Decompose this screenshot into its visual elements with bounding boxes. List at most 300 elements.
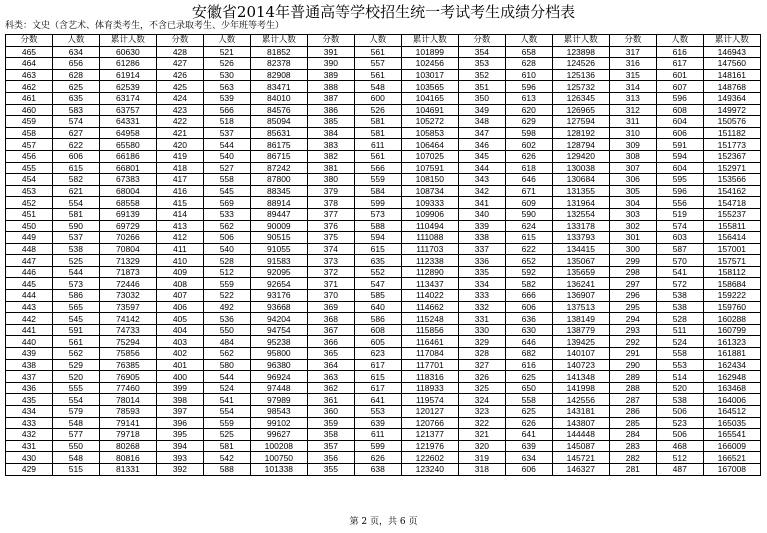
count-cell: 608 <box>656 104 703 116</box>
count-cell: 618 <box>505 162 552 174</box>
score-cell: 367 <box>307 324 354 336</box>
score-cell: 432 <box>6 429 53 441</box>
cumulative-cell: 138779 <box>552 324 609 336</box>
count-cell: 515 <box>52 463 99 475</box>
cumulative-cell: 129420 <box>552 150 609 162</box>
cumulative-cell: 151773 <box>703 139 760 151</box>
count-cell: 514 <box>656 371 703 383</box>
score-cell: 357 <box>307 440 354 452</box>
cumulative-cell: 67383 <box>99 174 156 186</box>
cumulative-cell: 164512 <box>703 406 760 418</box>
count-cell: 639 <box>505 440 552 452</box>
score-cell: 368 <box>307 313 354 325</box>
count-cell: 581 <box>354 116 401 128</box>
cumulative-cell: 159222 <box>703 290 760 302</box>
cumulative-cell: 134415 <box>552 243 609 255</box>
score-cell: 299 <box>609 255 656 267</box>
score-cell: 319 <box>458 452 505 464</box>
count-cell: 544 <box>203 371 250 383</box>
cumulative-cell: 128192 <box>552 127 609 139</box>
score-cell: 305 <box>609 185 656 197</box>
count-cell: 641 <box>354 394 401 406</box>
score-header: 分数 <box>156 35 203 47</box>
score-cell: 372 <box>307 266 354 278</box>
count-cell: 526 <box>203 58 250 70</box>
count-cell: 525 <box>52 255 99 267</box>
cumulative-cell: 115856 <box>401 324 458 336</box>
score-cell: 315 <box>609 69 656 81</box>
count-cell: 617 <box>354 382 401 394</box>
score-cell: 335 <box>458 266 505 278</box>
cumulative-cell: 95238 <box>250 336 307 348</box>
score-cell: 411 <box>156 243 203 255</box>
count-cell: 658 <box>505 46 552 58</box>
table-row <box>6 243 761 255</box>
score-cell: 310 <box>609 127 656 139</box>
score-cell: 385 <box>307 116 354 128</box>
cumulative-cell: 94204 <box>250 313 307 325</box>
cumulative-cell: 105853 <box>401 127 458 139</box>
score-cell: 292 <box>609 336 656 348</box>
cumulative-cell: 111088 <box>401 232 458 244</box>
count-cell: 554 <box>52 197 99 209</box>
cumulative-cell: 97448 <box>250 382 307 394</box>
count-cell: 506 <box>656 406 703 418</box>
score-cell: 421 <box>156 127 203 139</box>
cumulative-cell: 75294 <box>99 336 156 348</box>
cumulative-cell: 122602 <box>401 452 458 464</box>
cumulative-cell: 161323 <box>703 336 760 348</box>
cumulative-cell: 85094 <box>250 116 307 128</box>
count-cell: 624 <box>505 220 552 232</box>
count-cell: 574 <box>52 116 99 128</box>
score-cell: 374 <box>307 243 354 255</box>
count-cell: 541 <box>656 266 703 278</box>
cumulative-cell: 113437 <box>401 278 458 290</box>
cumulative-cell: 145087 <box>552 440 609 452</box>
score-cell: 439 <box>6 348 53 360</box>
score-cell: 459 <box>6 116 53 128</box>
cumulative-cell: 64958 <box>99 127 156 139</box>
cumulative-cell: 125136 <box>552 69 609 81</box>
table-row <box>6 116 761 128</box>
count-cell: 561 <box>354 69 401 81</box>
count-cell: 537 <box>52 232 99 244</box>
cumulative-cell: 146943 <box>703 46 760 58</box>
count-cell: 550 <box>52 440 99 452</box>
count-cell: 561 <box>354 150 401 162</box>
count-header: 人数 <box>505 35 552 47</box>
score-cell: 392 <box>156 463 203 475</box>
cumulative-cell: 116461 <box>401 336 458 348</box>
score-cell: 457 <box>6 139 53 151</box>
score-cell: 283 <box>609 440 656 452</box>
score-cell: 286 <box>609 406 656 418</box>
cumulative-cell: 145721 <box>552 452 609 464</box>
cumulative-cell: 123240 <box>401 463 458 475</box>
score-cell: 415 <box>156 197 203 209</box>
count-cell: 583 <box>52 104 99 116</box>
score-cell: 341 <box>458 197 505 209</box>
count-cell: 506 <box>203 232 250 244</box>
score-cell: 433 <box>6 417 53 429</box>
cumulative-cell: 111703 <box>401 243 458 255</box>
count-cell: 634 <box>505 452 552 464</box>
count-header: 人数 <box>656 35 703 47</box>
score-cell: 422 <box>156 116 203 128</box>
score-cell: 425 <box>156 81 203 93</box>
cumulative-cell: 88914 <box>250 197 307 209</box>
count-header: 人数 <box>354 35 401 47</box>
cumulative-cell: 83471 <box>250 81 307 93</box>
score-cell: 331 <box>458 313 505 325</box>
count-cell: 596 <box>505 81 552 93</box>
cumulative-cell: 152367 <box>703 150 760 162</box>
cumulative-cell: 103565 <box>401 81 458 93</box>
score-cell: 417 <box>156 174 203 186</box>
score-cell: 458 <box>6 127 53 139</box>
cumulative-cell: 80268 <box>99 440 156 452</box>
cumulative-cell: 76385 <box>99 359 156 371</box>
score-cell: 376 <box>307 220 354 232</box>
cumulative-cell: 62539 <box>99 81 156 93</box>
table-row <box>6 208 761 220</box>
score-cell: 306 <box>609 174 656 186</box>
cumulative-cell: 151182 <box>703 127 760 139</box>
cumulative-cell: 81331 <box>99 463 156 475</box>
score-cell: 352 <box>458 69 505 81</box>
count-cell: 556 <box>656 197 703 209</box>
score-cell: 462 <box>6 81 53 93</box>
count-cell: 628 <box>505 58 552 70</box>
count-cell: 606 <box>505 463 552 475</box>
score-cell: 290 <box>609 359 656 371</box>
cumulative-cell: 149972 <box>703 104 760 116</box>
score-cell: 377 <box>307 208 354 220</box>
score-cell: 438 <box>6 359 53 371</box>
cumulative-cell: 115248 <box>401 313 458 325</box>
count-cell: 541 <box>203 394 250 406</box>
count-cell: 635 <box>354 255 401 267</box>
count-cell: 584 <box>354 185 401 197</box>
score-cell: 443 <box>6 301 53 313</box>
count-cell: 545 <box>52 313 99 325</box>
score-cell: 441 <box>6 324 53 336</box>
count-cell: 558 <box>203 174 250 186</box>
count-cell: 613 <box>505 92 552 104</box>
score-cell: 403 <box>156 336 203 348</box>
score-cell: 328 <box>458 348 505 360</box>
cumulative-cell: 120766 <box>401 417 458 429</box>
cumulative-cell: 109333 <box>401 197 458 209</box>
cumulative-cell: 103017 <box>401 69 458 81</box>
score-cell: 388 <box>307 81 354 93</box>
count-cell: 566 <box>354 162 401 174</box>
cumulative-cell: 78014 <box>99 394 156 406</box>
count-cell: 540 <box>203 150 250 162</box>
cumulative-cell: 107025 <box>401 150 458 162</box>
score-cell: 440 <box>6 336 53 348</box>
cumulative-cell: 87242 <box>250 162 307 174</box>
cumulative-cell: 166009 <box>703 440 760 452</box>
count-cell: 634 <box>52 46 99 58</box>
count-cell: 569 <box>203 197 250 209</box>
table-row <box>6 336 761 348</box>
cumulative-cell: 99102 <box>250 417 307 429</box>
score-cell: 373 <box>307 255 354 267</box>
score-cell: 397 <box>156 406 203 418</box>
cumulative-cell: 119574 <box>401 394 458 406</box>
cumulative-cell: 150576 <box>703 116 760 128</box>
cumulative-header: 累计人数 <box>99 35 156 47</box>
cumulative-cell: 69139 <box>99 208 156 220</box>
cumulative-cell: 149364 <box>703 92 760 104</box>
score-cell: 316 <box>609 58 656 70</box>
cumulative-cell: 127594 <box>552 116 609 128</box>
cumulative-cell: 161881 <box>703 348 760 360</box>
score-cell: 380 <box>307 174 354 186</box>
score-header: 分数 <box>458 35 505 47</box>
cumulative-cell: 84010 <box>250 92 307 104</box>
cumulative-cell: 120127 <box>401 406 458 418</box>
score-cell: 348 <box>458 116 505 128</box>
table-row <box>6 266 761 278</box>
score-cell: 307 <box>609 162 656 174</box>
table-row <box>6 69 761 81</box>
cumulative-cell: 126345 <box>552 92 609 104</box>
score-cell: 396 <box>156 417 203 429</box>
count-cell: 557 <box>354 58 401 70</box>
score-cell: 423 <box>156 104 203 116</box>
score-cell: 464 <box>6 58 53 70</box>
count-cell: 682 <box>505 348 552 360</box>
score-cell: 350 <box>458 92 505 104</box>
table-row <box>6 290 761 302</box>
count-cell: 646 <box>505 174 552 186</box>
count-cell: 640 <box>354 301 401 313</box>
cumulative-cell: 74142 <box>99 313 156 325</box>
score-cell: 320 <box>458 440 505 452</box>
count-cell: 600 <box>354 92 401 104</box>
count-cell: 561 <box>52 336 99 348</box>
cumulative-cell: 156414 <box>703 232 760 244</box>
score-cell: 413 <box>156 220 203 232</box>
score-cell: 354 <box>458 46 505 58</box>
cumulative-cell: 165035 <box>703 417 760 429</box>
score-cell: 430 <box>6 452 53 464</box>
score-cell: 409 <box>156 266 203 278</box>
count-cell: 525 <box>203 429 250 441</box>
score-cell: 297 <box>609 278 656 290</box>
table-row <box>6 382 761 394</box>
count-cell: 623 <box>354 348 401 360</box>
score-cell: 358 <box>307 429 354 441</box>
score-cell: 456 <box>6 150 53 162</box>
count-cell: 506 <box>656 429 703 441</box>
count-cell: 615 <box>52 162 99 174</box>
count-cell: 626 <box>505 417 552 429</box>
count-cell: 641 <box>505 429 552 441</box>
score-cell: 281 <box>609 463 656 475</box>
count-cell: 599 <box>354 197 401 209</box>
score-cell: 371 <box>307 278 354 290</box>
count-cell: 559 <box>203 417 250 429</box>
cumulative-cell: 64331 <box>99 116 156 128</box>
cumulative-cell: 95800 <box>250 348 307 360</box>
cumulative-cell: 60630 <box>99 46 156 58</box>
count-cell: 601 <box>656 69 703 81</box>
count-cell: 594 <box>354 232 401 244</box>
cumulative-cell: 61286 <box>99 58 156 70</box>
cumulative-cell: 99627 <box>250 429 307 441</box>
cumulative-cell: 162948 <box>703 371 760 383</box>
count-cell: 590 <box>52 220 99 232</box>
cumulative-cell: 165541 <box>703 429 760 441</box>
count-cell: 596 <box>656 92 703 104</box>
score-cell: 317 <box>609 46 656 58</box>
count-cell: 548 <box>52 417 99 429</box>
count-cell: 591 <box>52 324 99 336</box>
count-cell: 522 <box>203 290 250 302</box>
cumulative-cell: 92095 <box>250 266 307 278</box>
count-cell: 625 <box>52 81 99 93</box>
page-footer: 第 2 页，共 6 页 <box>349 517 418 527</box>
score-cell: 381 <box>307 162 354 174</box>
score-cell: 444 <box>6 290 53 302</box>
score-cell: 429 <box>6 463 53 475</box>
cumulative-cell: 135067 <box>552 255 609 267</box>
count-cell: 533 <box>203 208 250 220</box>
table-row <box>6 301 761 313</box>
score-cell: 300 <box>609 243 656 255</box>
score-cell: 448 <box>6 243 53 255</box>
score-cell: 363 <box>307 371 354 383</box>
count-cell: 635 <box>52 92 99 104</box>
count-cell: 547 <box>354 278 401 290</box>
cumulative-cell: 85631 <box>250 127 307 139</box>
cumulative-cell: 112338 <box>401 255 458 267</box>
cumulative-cell: 92654 <box>250 278 307 290</box>
score-cell: 313 <box>609 92 656 104</box>
count-cell: 621 <box>52 185 99 197</box>
count-cell: 581 <box>52 208 99 220</box>
table-row <box>6 127 761 139</box>
count-cell: 626 <box>354 452 401 464</box>
count-cell: 468 <box>656 440 703 452</box>
table-row <box>6 185 761 197</box>
score-cell: 295 <box>609 301 656 313</box>
count-cell: 538 <box>656 301 703 313</box>
score-cell: 353 <box>458 58 505 70</box>
count-cell: 599 <box>354 440 401 452</box>
score-header: 分数 <box>609 35 656 47</box>
count-cell: 636 <box>505 313 552 325</box>
table-row <box>6 417 761 429</box>
cumulative-cell: 90515 <box>250 232 307 244</box>
score-cell: 446 <box>6 266 53 278</box>
table-row <box>6 220 761 232</box>
count-cell: 538 <box>656 290 703 302</box>
cumulative-cell: 148768 <box>703 81 760 93</box>
cumulative-cell: 82378 <box>250 58 307 70</box>
count-cell: 559 <box>203 278 250 290</box>
count-cell: 558 <box>656 348 703 360</box>
cumulative-cell: 136241 <box>552 278 609 290</box>
score-cell: 304 <box>609 197 656 209</box>
cumulative-cell: 104165 <box>401 92 458 104</box>
score-cell: 382 <box>307 150 354 162</box>
cumulative-cell: 61914 <box>99 69 156 81</box>
count-header: 人数 <box>203 35 250 47</box>
cumulative-cell: 126965 <box>552 104 609 116</box>
count-cell: 590 <box>505 208 552 220</box>
count-cell: 540 <box>203 243 250 255</box>
count-cell: 519 <box>656 208 703 220</box>
cumulative-header: 累计人数 <box>401 35 458 47</box>
cumulative-cell: 97989 <box>250 394 307 406</box>
score-cell: 412 <box>156 232 203 244</box>
score-cell: 339 <box>458 220 505 232</box>
cumulative-cell: 136907 <box>552 290 609 302</box>
cumulative-cell: 104691 <box>401 104 458 116</box>
table-row <box>6 313 761 325</box>
cumulative-cell: 110494 <box>401 220 458 232</box>
score-cell: 408 <box>156 278 203 290</box>
score-cell: 414 <box>156 208 203 220</box>
table-row <box>6 81 761 93</box>
cumulative-cell: 68004 <box>99 185 156 197</box>
table-row <box>6 255 761 267</box>
cumulative-cell: 143181 <box>552 406 609 418</box>
score-cell: 379 <box>307 185 354 197</box>
cumulative-cell: 89447 <box>250 208 307 220</box>
count-cell: 605 <box>354 336 401 348</box>
cumulative-cell: 117701 <box>401 359 458 371</box>
score-cell: 393 <box>156 452 203 464</box>
table-row <box>6 463 761 475</box>
score-cell: 327 <box>458 359 505 371</box>
score-cell: 312 <box>609 104 656 116</box>
count-cell: 606 <box>656 127 703 139</box>
count-cell: 536 <box>203 313 250 325</box>
count-cell: 577 <box>52 429 99 441</box>
score-cell: 407 <box>156 290 203 302</box>
table-row <box>6 104 761 116</box>
count-cell: 548 <box>354 81 401 93</box>
cumulative-header: 累计人数 <box>703 35 760 47</box>
count-cell: 554 <box>52 394 99 406</box>
count-cell: 622 <box>52 139 99 151</box>
score-cell: 389 <box>307 69 354 81</box>
score-cell: 435 <box>6 394 53 406</box>
score-cell: 427 <box>156 58 203 70</box>
count-cell: 554 <box>203 406 250 418</box>
table-row <box>6 359 761 371</box>
cumulative-cell: 91583 <box>250 255 307 267</box>
count-cell: 487 <box>656 463 703 475</box>
cumulative-cell: 109906 <box>401 208 458 220</box>
cumulative-cell: 108734 <box>401 185 458 197</box>
cumulative-cell: 94754 <box>250 324 307 336</box>
cumulative-cell: 81852 <box>250 46 307 58</box>
cumulative-cell: 90009 <box>250 220 307 232</box>
cumulative-cell: 70266 <box>99 232 156 244</box>
cumulative-cell: 159760 <box>703 301 760 313</box>
score-cell: 375 <box>307 232 354 244</box>
count-cell: 562 <box>203 220 250 232</box>
score-cell: 418 <box>156 162 203 174</box>
score-cell: 442 <box>6 313 53 325</box>
